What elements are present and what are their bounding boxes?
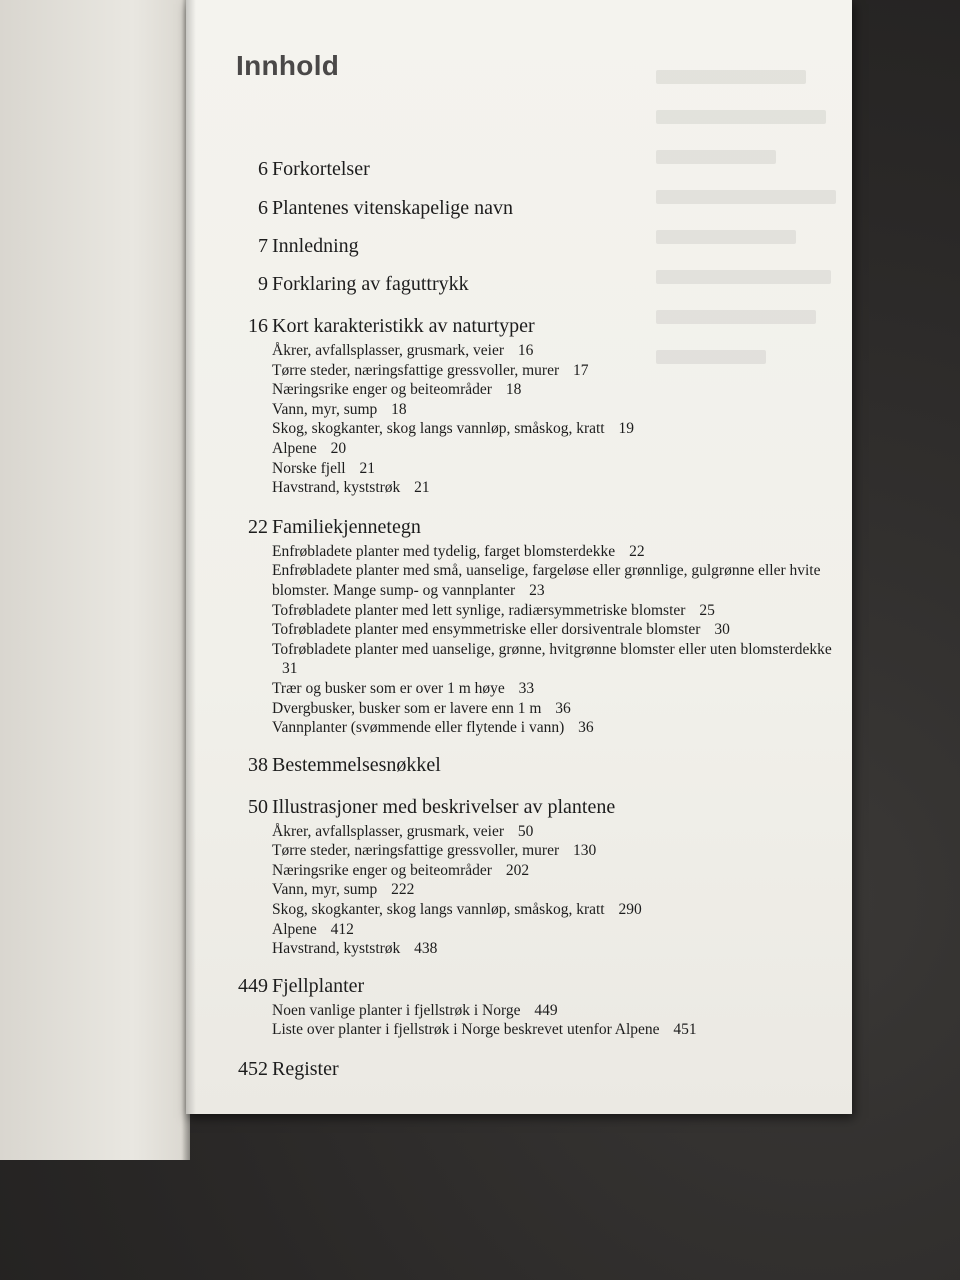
toc-subentry xyxy=(272,718,840,738)
toc-subentry xyxy=(272,400,840,420)
toc-subentry-page: 33 xyxy=(518,679,535,697)
toc-subentry xyxy=(272,620,840,640)
toc-subentry-title: Tofrøbladete planter med lett synlige, radiærsymmetriske blomster xyxy=(272,601,686,619)
toc-subentry xyxy=(272,419,840,439)
toc-subentry-page: 16 xyxy=(517,342,534,359)
toc-subentry-title: Skog, skogkanter, skog langs vannløp, småskog, kratt xyxy=(272,420,605,438)
toc-subentry-page: 23 xyxy=(529,581,545,599)
toc-subentry-title: Næringsrike enger og beiteområder xyxy=(272,381,492,399)
toc-entry-heading xyxy=(230,748,840,782)
toc-subentry-page: 50 xyxy=(517,822,534,840)
toc-subentry xyxy=(272,880,840,900)
toc-entry xyxy=(230,267,840,309)
toc-subentry-title: Vannplanter (svømmende eller flytende i vann) xyxy=(272,719,565,737)
toc-subentry-title: Enfrøbladete planter med små, uanselige, fargeløse eller grønnlige, gulgrønne eller hvite blomster. Mange sump- og vannplanter xyxy=(272,562,821,599)
toc-subentry-page: 25 xyxy=(699,601,715,619)
toc-page-number: 7 xyxy=(258,235,268,257)
toc-subentry xyxy=(272,561,840,600)
toc-subentry xyxy=(272,939,840,959)
toc-subentry-page: 22 xyxy=(629,542,645,560)
toc-subentry-page: 18 xyxy=(391,400,407,418)
toc-page-number: 16 xyxy=(248,315,268,337)
toc-subentry-page: 451 xyxy=(673,1021,697,1039)
toc-entry-heading xyxy=(230,152,840,186)
toc-subentry-title: Liste over planter i fjellstrøk i Norge beskrevet utenfor Alpene xyxy=(272,1021,660,1039)
toc-subentry-title: Skog, skogkanter, skog langs vannløp, småskog, kratt xyxy=(272,901,605,919)
toc-subentry-page: 21 xyxy=(359,459,375,477)
toc-subentry-title: Åkrer, avfallsplasser, grusmark, veier xyxy=(272,822,505,840)
facing-page xyxy=(0,0,190,1160)
toc-subentry xyxy=(272,1020,840,1040)
toc-entry xyxy=(230,229,840,267)
toc-subentry-title: Havstrand, kyststrøk xyxy=(272,479,401,497)
toc-entry-heading xyxy=(230,309,840,343)
table-of-contents xyxy=(230,152,840,1086)
toc-subentry-title: Næringsrike enger og beiteområder xyxy=(272,861,492,879)
toc-entry-title: Fjellplanter xyxy=(272,974,365,997)
toc-subentry-page: 21 xyxy=(414,479,430,497)
toc-entry xyxy=(230,1052,840,1086)
toc-page-number: 449 xyxy=(238,974,268,997)
toc-page-number: 452 xyxy=(238,1058,268,1081)
toc-entry xyxy=(230,191,840,229)
toc-subentry-title: Alpene xyxy=(272,920,317,938)
toc-subentry-title: Havstrand, kyststrøk xyxy=(272,940,401,958)
toc-entry xyxy=(230,969,840,1052)
entry-spacer xyxy=(230,959,840,969)
entry-spacer xyxy=(230,1040,840,1052)
toc-entry-title: Plantenes vitenskapelige navn xyxy=(272,197,514,219)
book-gutter xyxy=(186,0,196,1114)
toc-subentry-page: 19 xyxy=(618,420,634,438)
toc-subentry-page: 17 xyxy=(573,361,589,379)
toc-subentry xyxy=(272,478,840,498)
toc-subentry xyxy=(272,861,840,881)
toc-entry-title: Kort karakteristikk av naturtyper xyxy=(272,315,535,337)
entry-spacer xyxy=(230,782,840,790)
toc-page-number: 9 xyxy=(258,273,268,295)
toc-subentry xyxy=(272,699,840,719)
toc-entry-heading xyxy=(230,191,840,225)
entry-spacer xyxy=(230,738,840,748)
toc-entry xyxy=(230,790,840,969)
toc-entry xyxy=(230,309,840,510)
toc-subentry-title: Tofrøbladete planter med uanselige, grønne, hvitgrønne blomster eller uten blomsterdekke xyxy=(272,640,832,658)
toc-entry-title: Register xyxy=(272,1058,339,1081)
toc-subentry-title: Tørre steder, næringsfattige gressvoller, murer xyxy=(272,361,560,379)
toc-subentry xyxy=(272,380,840,400)
toc-subentries xyxy=(230,822,840,959)
toc-entry xyxy=(230,510,840,748)
toc-entry-title: Bestemmelsesnøkkel xyxy=(272,753,441,776)
toc-subentry xyxy=(272,900,840,920)
entry-spacer xyxy=(230,498,840,510)
toc-subentry xyxy=(272,841,840,861)
toc-subentry-page: 412 xyxy=(330,920,354,938)
toc-subentry-title: Alpene xyxy=(272,439,317,457)
toc-subentry-page: 222 xyxy=(391,881,415,899)
toc-subentry xyxy=(272,601,840,621)
toc-entry-heading xyxy=(230,790,840,824)
toc-subentry xyxy=(272,439,840,459)
toc-subentry xyxy=(272,920,840,940)
toc-page-number: 6 xyxy=(258,158,268,180)
toc-subentry-page: 438 xyxy=(414,940,438,958)
toc-subentry-title: Enfrøbladete planter med tydelig, farget blomsterdekke xyxy=(272,542,616,560)
toc-page-number: 6 xyxy=(258,197,268,219)
toc-page-number: 38 xyxy=(248,753,268,776)
toc-subentry xyxy=(272,679,840,699)
toc-subentry-page: 31 xyxy=(282,660,298,678)
toc-subentry-title: Norske fjell xyxy=(272,459,346,477)
toc-subentry-page: 36 xyxy=(578,719,594,737)
toc-subentries xyxy=(230,341,840,498)
toc-entry-heading xyxy=(230,969,840,1003)
toc-entry-title: Forklaring av faguttrykk xyxy=(272,273,469,295)
toc-subentry-page: 202 xyxy=(505,861,530,879)
toc-subentry xyxy=(272,542,840,562)
toc-subentry xyxy=(272,1001,840,1021)
entry-spacer xyxy=(230,301,840,309)
toc-subentry-page: 290 xyxy=(618,901,642,919)
toc-subentry xyxy=(272,640,840,679)
toc-subentry-title: Åkrer, avfallsplasser, grusmark, veier xyxy=(272,342,505,359)
toc-subentry-page: 18 xyxy=(505,381,522,399)
toc-page-number: 22 xyxy=(248,515,268,538)
toc-subentries xyxy=(230,1001,840,1040)
toc-subentry-page: 20 xyxy=(330,439,347,457)
toc-subentry-title: Tørre steder, næringsfattige gressvoller, murer xyxy=(272,842,560,860)
toc-entry-heading xyxy=(230,1052,840,1086)
toc-subentry xyxy=(272,341,840,361)
toc-subentries xyxy=(230,542,840,738)
toc-entry-title: Familiekjennetegn xyxy=(272,515,421,538)
toc-entry xyxy=(230,152,840,191)
toc-entry-title: Innledning xyxy=(272,235,359,257)
toc-entry-title: Illustrasjoner med beskrivelser av plantene xyxy=(272,795,616,818)
toc-subentry-title: Vann, myr, sump xyxy=(272,400,378,418)
toc-subentry-page: 30 xyxy=(714,621,730,639)
toc-subentry-title: Tofrøbladete planter med ensymmetriske eller dorsiventrale blomster xyxy=(272,621,701,639)
toc-entry-heading xyxy=(230,229,840,263)
toc-entry-heading xyxy=(230,267,840,301)
toc-subentry-title: Trær og busker som er over 1 m høye xyxy=(272,679,505,697)
toc-subentry-page: 36 xyxy=(555,699,571,717)
toc-subentry xyxy=(272,459,840,479)
toc-subentry xyxy=(272,822,840,842)
toc-subentry-title: Dvergbusker, busker som er lavere enn 1 m xyxy=(272,699,542,717)
toc-entry-title: Forkortelser xyxy=(272,158,370,180)
toc-subentry xyxy=(272,361,840,381)
toc-entry-heading xyxy=(230,510,840,544)
toc-subentry-title: Vann, myr, sump xyxy=(272,881,378,899)
toc-subentry-page: 130 xyxy=(573,842,597,860)
toc-subentry-page: 449 xyxy=(534,1001,558,1019)
toc-page-number: 50 xyxy=(248,795,268,818)
toc-entry xyxy=(230,748,840,790)
toc-subentry-title: Noen vanlige planter i fjellstrøk i Norge xyxy=(272,1001,521,1019)
page-title: Innhold xyxy=(236,50,340,81)
